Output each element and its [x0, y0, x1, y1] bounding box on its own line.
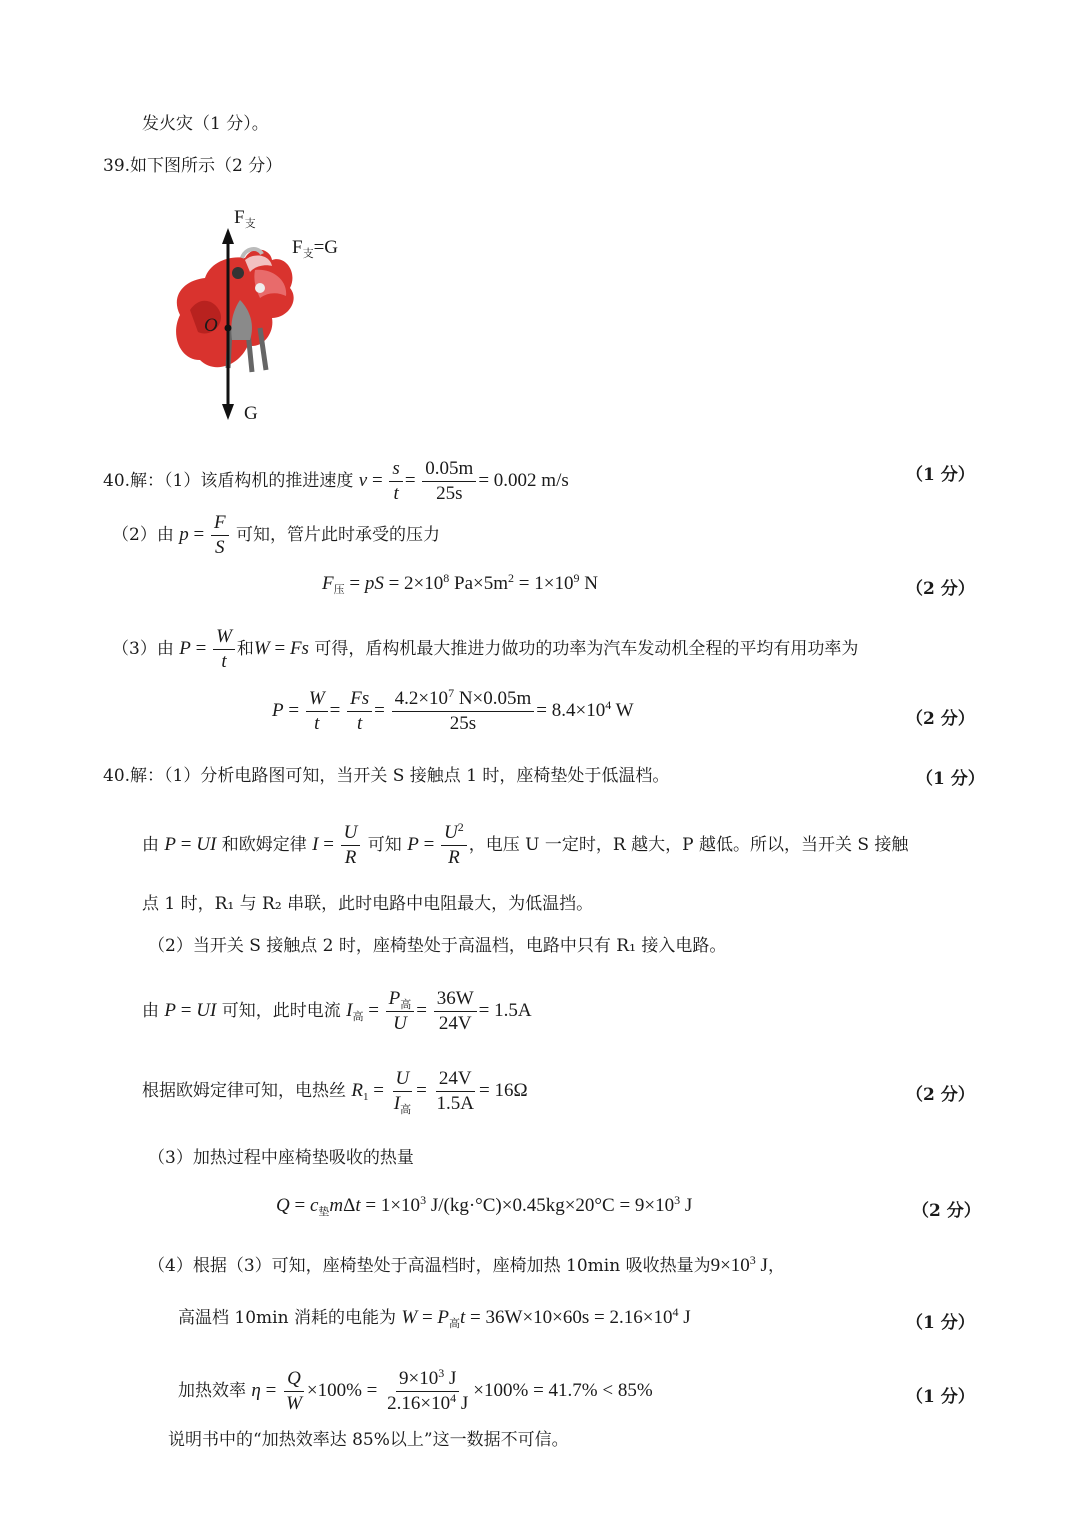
q40a-part2-score: （2 分）	[906, 579, 975, 599]
lion-dance-figure-icon	[176, 249, 294, 372]
q40a-part2: （2）由 p = $\frac{F}{S}$ 可知，管片此时承受的压力	[112, 512, 440, 558]
q40b-part4-score2: （1 分）	[906, 1387, 975, 1407]
q40b-part2-line2: 由 P = UI 可知，此时电流 $I_高$ = $\frac{P_高}{U}$ = $\frac{36W}{24V}$ = 1.5A	[142, 988, 532, 1034]
q40b-part2-score: （2 分）	[906, 1085, 975, 1105]
q40b-part1-line3: 点 1 时，R₁ 与 R₂ 串联，此时电路中电阻最大，为低温挡。	[142, 894, 594, 914]
force-label-support: $F_支$	[234, 207, 256, 230]
q40b-part3-formula: $Q = c_垫m\Delta t = 1\times 10^3$ $J/(kg\cdot^\circ C)\times 0.45kg\times 20^\circ C = 9\times 10^3$ J	[276, 1193, 693, 1218]
q40b-part2: （2）当开关 S 接触点 2 时，座椅垫处于高温档，电路中只有 R₁ 接入电路。	[148, 936, 727, 956]
q40a-part1-score: （1 分）	[906, 465, 975, 485]
lion-dance-force-diagram	[160, 200, 360, 430]
pivot-label-o: O	[204, 315, 218, 336]
force-equation-label: $F_支=G$	[292, 237, 339, 260]
force-label-gravity: G	[244, 403, 258, 424]
q40b-part4: （4）根据（3）可知，座椅垫处于高温档时，座椅加热 10min 吸收热量为$9\times 10^3$ J，	[148, 1253, 785, 1276]
q40b-part1-line2: 由 P = UI 和欧姆定律 I = $\frac{U}{R}$ 可知 P = $\frac{U^2}{R}$ ，电压 U 一定时，R 越大，P 越低。所以，当开关 S 接触	[142, 820, 909, 868]
q40a-part1: 40.解：（1）该盾构机的推进速度 v = $\frac{s}{t}$ = $\frac{0.05m}{25s}$ = 0.002 m/s	[103, 458, 569, 504]
q39-title: 39.如下图所示（2 分）	[103, 156, 283, 176]
q40b-part1-score: （1 分）	[916, 769, 985, 789]
q40b-part4-score: （1 分）	[906, 1313, 975, 1333]
q40b-part4-line3: 加热效率 η = $\frac{Q}{W}$ ×100% = $\frac{9\times 10^3 J}{2.16\times 10^4 J}$ ×100% = 41.7% < 85%	[178, 1366, 653, 1414]
q40b-conclusion: 说明书中的“加热效率达 85%以上”这一数据不可信。	[168, 1430, 569, 1450]
q40b-part2-line3: 根据欧姆定律可知，电热丝 $R_1$ = $\frac{U}{I_高}$ = $\frac{24V}{1.5A}$ = 16Ω	[142, 1068, 528, 1116]
q40b-part3-score: （2 分）	[912, 1201, 981, 1221]
q40a-part3-formula: P = $\frac{W}{t}$ = $\frac{Fs}{t}$ = $\frac{4.2\times 10^7 N\times 0.05m}{25s}$ = $8.4\times 10^4$ W	[272, 686, 634, 734]
q40b-part3: （3）加热过程中座椅垫吸收的热量	[148, 1148, 414, 1168]
q40a-part3-score: （2 分）	[906, 709, 975, 729]
q40a-part2-formula: $F_压$ = pS = $2\times 10^8$ $Pa\times 5m^2 = 1\times 10^9$ N	[322, 571, 598, 596]
q40a-part3: （3）由 P = $\frac{W}{t}$ 和W = Fs 可得，盾构机最大推进力做功的功率为汽车发动机全程的平均有用功率为	[112, 626, 859, 672]
q40b-part4-line2: 高温档 10min 消耗的电能为 $W = P_高t = 36W\times 10\times 60s = 2.16\times 10^4$ J	[178, 1305, 691, 1330]
text-line-fire: 发火灾（1 分）。	[142, 114, 269, 134]
q40b-part1: 40.解：（1）分析电路图可知，当开关 S 接触点 1 时，座椅垫处于低温档。	[103, 766, 670, 786]
